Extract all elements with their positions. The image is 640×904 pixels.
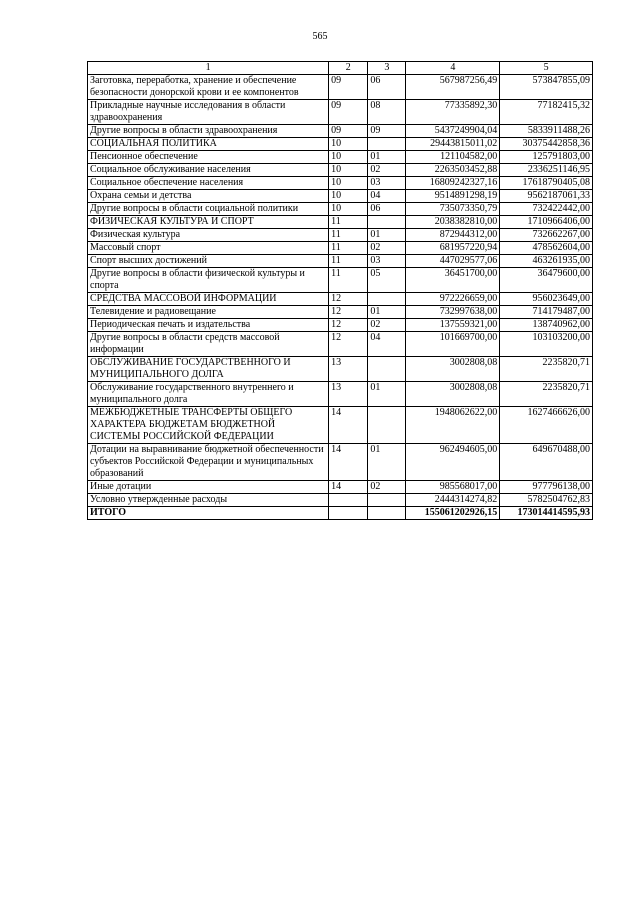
table-row xyxy=(88,306,593,319)
row-amount-1: 2038382810,00 xyxy=(406,216,500,229)
total-section xyxy=(329,507,368,520)
table-row xyxy=(88,138,593,151)
row-subsection-code: 01 xyxy=(368,151,406,164)
row-amount-1: 872944312,00 xyxy=(406,229,500,242)
row-name: Иные дотации xyxy=(88,481,329,494)
table-row xyxy=(88,216,593,229)
row-amount-1: 2444314274,82 xyxy=(406,494,500,507)
table-row xyxy=(88,125,593,138)
row-section-code xyxy=(329,494,368,507)
row-subsection-code xyxy=(368,138,406,151)
row-amount-1: 77335892,30 xyxy=(406,100,500,125)
row-name: ОБСЛУЖИВАНИЕ ГОСУДАРСТВЕННОГО И МУНИЦИПАЛЬНОГО ДОЛГА xyxy=(88,357,329,382)
header-row xyxy=(88,62,593,75)
row-amount-1: 567987256,49 xyxy=(406,75,500,100)
row-subsection-code: 06 xyxy=(368,203,406,216)
row-section-code: 09 xyxy=(329,75,368,100)
row-section-code: 14 xyxy=(329,481,368,494)
row-subsection-code: 03 xyxy=(368,255,406,268)
header-cell-section: 2 xyxy=(329,62,368,75)
row-amount-2: 9562187061,33 xyxy=(500,190,593,203)
row-subsection-code: 04 xyxy=(368,332,406,357)
row-name: Условно утвержденные расходы xyxy=(88,494,329,507)
row-amount-2: 17618790405,08 xyxy=(500,177,593,190)
row-subsection-code: 01 xyxy=(368,382,406,407)
row-amount-1: 2263503452,88 xyxy=(406,164,500,177)
row-section-code: 10 xyxy=(329,151,368,164)
row-name: Социальное обеспечение населения xyxy=(88,177,329,190)
row-name: СОЦИАЛЬНАЯ ПОЛИТИКА xyxy=(88,138,329,151)
row-name: Спорт высших достижений xyxy=(88,255,329,268)
row-amount-2: 1627466626,00 xyxy=(500,407,593,444)
table-row xyxy=(88,229,593,242)
row-section-code: 10 xyxy=(329,190,368,203)
row-subsection-code xyxy=(368,357,406,382)
row-name: Охрана семьи и детства xyxy=(88,190,329,203)
row-subsection-code: 05 xyxy=(368,268,406,293)
row-name: Другие вопросы в области здравоохранения xyxy=(88,125,329,138)
row-subsection-code: 03 xyxy=(368,177,406,190)
row-section-code: 12 xyxy=(329,332,368,357)
row-section-code: 12 xyxy=(329,319,368,332)
row-subsection-code: 06 xyxy=(368,75,406,100)
row-amount-1: 735073350,79 xyxy=(406,203,500,216)
row-amount-2: 2235820,71 xyxy=(500,357,593,382)
table-row xyxy=(88,190,593,203)
row-name: Обслуживание государственного внутреннего и муниципального долга xyxy=(88,382,329,407)
table-row xyxy=(88,293,593,306)
row-name: Телевидение и радиовещание xyxy=(88,306,329,319)
row-section-code: 09 xyxy=(329,100,368,125)
table-row xyxy=(88,494,593,507)
row-subsection-code: 08 xyxy=(368,100,406,125)
row-amount-2: 103103200,00 xyxy=(500,332,593,357)
row-section-code: 14 xyxy=(329,444,368,481)
row-amount-2: 956023649,00 xyxy=(500,293,593,306)
table-row xyxy=(88,164,593,177)
row-name: Массовый спорт xyxy=(88,242,329,255)
table-row xyxy=(88,177,593,190)
row-section-code: 11 xyxy=(329,255,368,268)
row-section-code: 11 xyxy=(329,216,368,229)
row-amount-2: 5782504762,83 xyxy=(500,494,593,507)
row-amount-2: 732422442,00 xyxy=(500,203,593,216)
row-amount-2: 2235820,71 xyxy=(500,382,593,407)
row-amount-2: 714179487,00 xyxy=(500,306,593,319)
row-amount-1: 732997638,00 xyxy=(406,306,500,319)
row-amount-1: 121104582,00 xyxy=(406,151,500,164)
table-row xyxy=(88,151,593,164)
table-row xyxy=(88,255,593,268)
row-name: Физическая культура xyxy=(88,229,329,242)
row-amount-1: 9514891298,19 xyxy=(406,190,500,203)
row-amount-2: 2336251146,95 xyxy=(500,164,593,177)
row-amount-1: 1948062622,00 xyxy=(406,407,500,444)
row-amount-1: 137559321,00 xyxy=(406,319,500,332)
row-subsection-code xyxy=(368,407,406,444)
header-cell-subsection: 3 xyxy=(368,62,406,75)
table-row xyxy=(88,382,593,407)
row-name: Прикладные научные исследования в области здравоохранения xyxy=(88,100,329,125)
row-amount-1: 985568017,00 xyxy=(406,481,500,494)
row-name: Периодическая печать и издательства xyxy=(88,319,329,332)
row-amount-2: 573847855,09 xyxy=(500,75,593,100)
total-label: ИТОГО xyxy=(88,507,329,520)
row-subsection-code xyxy=(368,216,406,229)
row-section-code: 11 xyxy=(329,242,368,255)
row-name: Заготовка, переработка, хранение и обеспечение безопасности донорской крови и ее компонентов xyxy=(88,75,329,100)
row-subsection-code: 01 xyxy=(368,444,406,481)
row-name: МЕЖБЮДЖЕТНЫЕ ТРАНСФЕРТЫ ОБЩЕГО ХАРАКТЕРА БЮДЖЕТАМ БЮДЖЕТНОЙ СИСТЕМЫ РОССИЙСКОЙ ФЕДЕРАЦИИ xyxy=(88,407,329,444)
row-section-code: 13 xyxy=(329,382,368,407)
budget-table xyxy=(87,61,593,520)
row-amount-2: 138740962,00 xyxy=(500,319,593,332)
row-amount-1: 3002808,08 xyxy=(406,382,500,407)
row-name: Пенсионное обеспечение xyxy=(88,151,329,164)
header-cell-name: 1 xyxy=(88,62,329,75)
row-section-code: 10 xyxy=(329,164,368,177)
table-row xyxy=(88,268,593,293)
row-amount-2: 977796138,00 xyxy=(500,481,593,494)
row-subsection-code: 02 xyxy=(368,164,406,177)
row-subsection-code: 01 xyxy=(368,229,406,242)
row-section-code: 11 xyxy=(329,229,368,242)
table-row xyxy=(88,407,593,444)
header-cell-amount-1: 4 xyxy=(406,62,500,75)
row-amount-1: 972226659,00 xyxy=(406,293,500,306)
row-amount-1: 3002808,08 xyxy=(406,357,500,382)
table-row xyxy=(88,75,593,100)
row-section-code: 11 xyxy=(329,268,368,293)
row-name: Социальное обслуживание населения xyxy=(88,164,329,177)
row-subsection-code: 09 xyxy=(368,125,406,138)
row-subsection-code: 02 xyxy=(368,319,406,332)
row-amount-1: 681957220,94 xyxy=(406,242,500,255)
row-section-code: 10 xyxy=(329,138,368,151)
row-amount-1: 36451700,00 xyxy=(406,268,500,293)
row-amount-1: 29443815011,02 xyxy=(406,138,500,151)
row-amount-2: 30375442858,36 xyxy=(500,138,593,151)
row-name: Другие вопросы в области социальной политики xyxy=(88,203,329,216)
row-section-code: 12 xyxy=(329,306,368,319)
row-amount-2: 463261935,00 xyxy=(500,255,593,268)
total-subsection xyxy=(368,507,406,520)
total-row xyxy=(88,507,593,520)
row-subsection-code: 04 xyxy=(368,190,406,203)
row-section-code: 10 xyxy=(329,203,368,216)
row-amount-2: 1710966406,00 xyxy=(500,216,593,229)
row-section-code: 12 xyxy=(329,293,368,306)
row-section-code: 14 xyxy=(329,407,368,444)
row-amount-1: 101669700,00 xyxy=(406,332,500,357)
row-subsection-code xyxy=(368,293,406,306)
row-amount-2: 5833911488,26 xyxy=(500,125,593,138)
page-number: 565 xyxy=(312,31,328,42)
table-row xyxy=(88,242,593,255)
row-amount-2: 77182415,32 xyxy=(500,100,593,125)
row-section-code: 13 xyxy=(329,357,368,382)
table-row xyxy=(88,319,593,332)
table-row xyxy=(88,444,593,481)
row-amount-2: 478562604,00 xyxy=(500,242,593,255)
row-amount-1: 16809242327,16 xyxy=(406,177,500,190)
row-name: Другие вопросы в области физической культуры и спорта xyxy=(88,268,329,293)
row-section-code: 10 xyxy=(329,177,368,190)
table-row xyxy=(88,357,593,382)
row-amount-1: 962494605,00 xyxy=(406,444,500,481)
row-subsection-code: 01 xyxy=(368,306,406,319)
row-name: Другие вопросы в области средств массовой информации xyxy=(88,332,329,357)
total-amount-1: 155061202926,15 xyxy=(406,507,500,520)
row-subsection-code: 02 xyxy=(368,242,406,255)
table-row xyxy=(88,481,593,494)
row-amount-1: 447029577,06 xyxy=(406,255,500,268)
row-amount-2: 732662267,00 xyxy=(500,229,593,242)
row-amount-2: 125791803,00 xyxy=(500,151,593,164)
row-amount-1: 5437249904,04 xyxy=(406,125,500,138)
table-row xyxy=(88,332,593,357)
table-row xyxy=(88,203,593,216)
row-amount-2: 649670488,00 xyxy=(500,444,593,481)
row-subsection-code xyxy=(368,494,406,507)
total-amount-2: 173014414595,93 xyxy=(500,507,593,520)
row-subsection-code: 02 xyxy=(368,481,406,494)
row-name: Дотации на выравнивание бюджетной обеспеченности субъектов Российской Федерации и муниципальных образований xyxy=(88,444,329,481)
row-name: СРЕДСТВА МАССОВОЙ ИНФОРМАЦИИ xyxy=(88,293,329,306)
header-cell-amount-2: 5 xyxy=(500,62,593,75)
row-name: ФИЗИЧЕСКАЯ КУЛЬТУРА И СПОРТ xyxy=(88,216,329,229)
row-section-code: 09 xyxy=(329,125,368,138)
table-row xyxy=(88,100,593,125)
row-amount-2: 36479600,00 xyxy=(500,268,593,293)
